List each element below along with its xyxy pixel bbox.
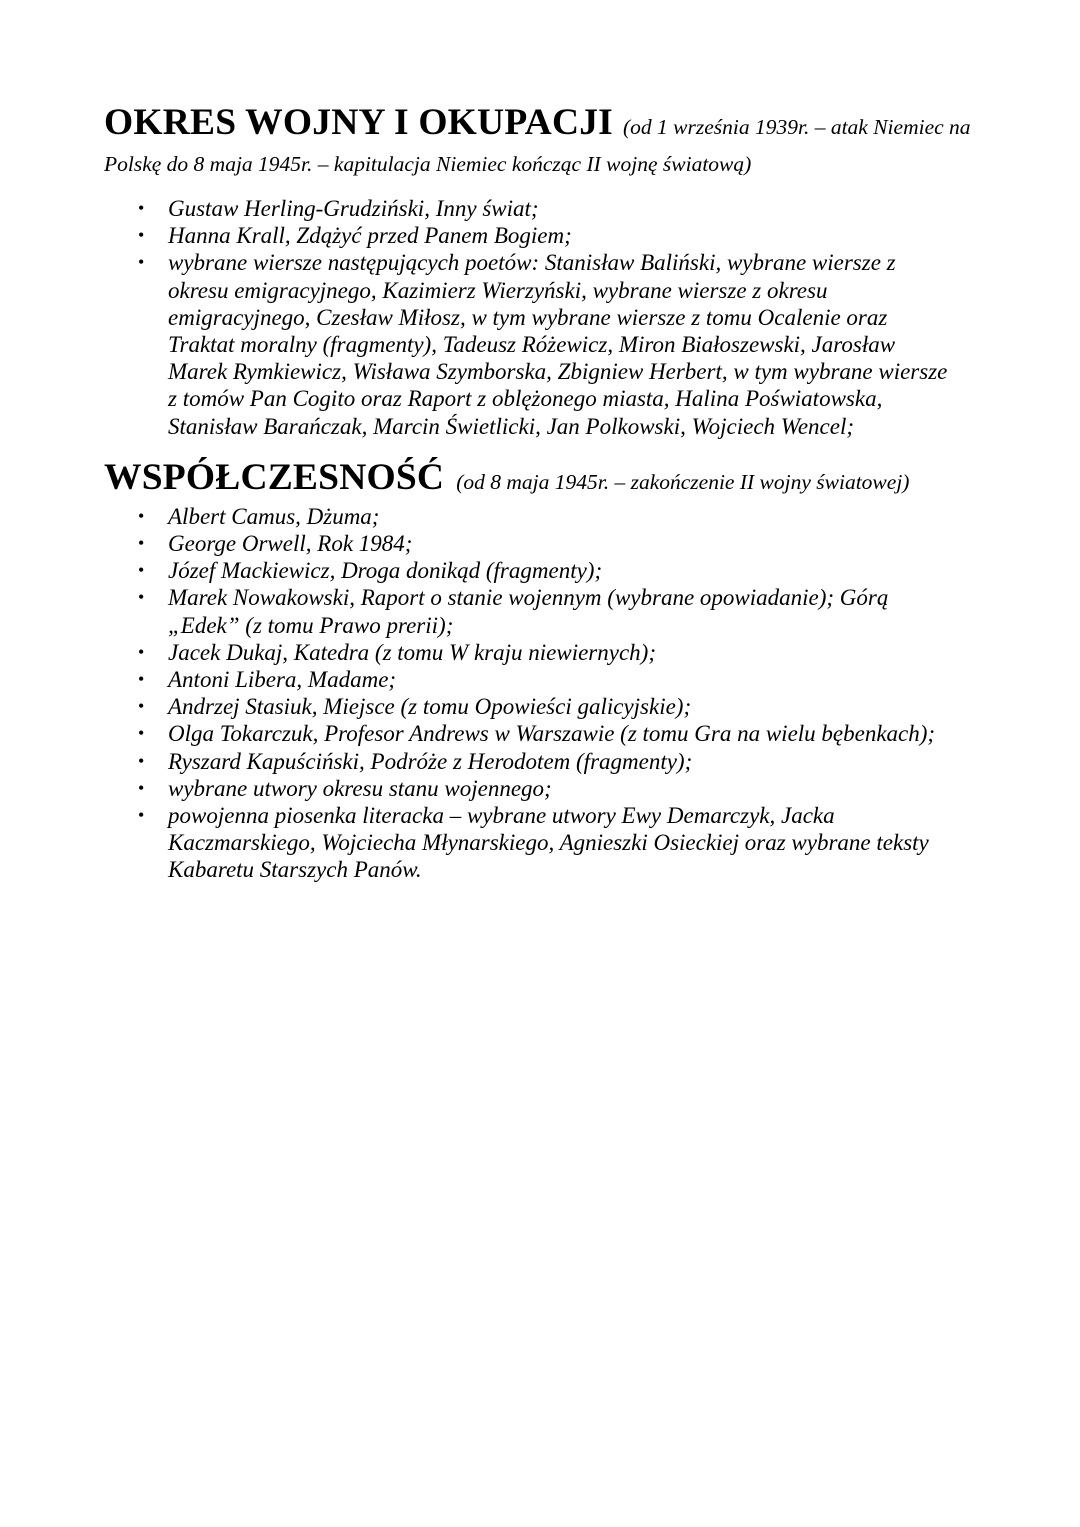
section-war-occupation xyxy=(104,104,984,440)
list-item xyxy=(104,530,984,557)
list-item xyxy=(104,693,984,720)
section-period-note: (od 8 maja 1945r. – zakończenie II wojny światowej) xyxy=(456,469,910,494)
list-item-text-line: Marek Rymkiewicz, Wisława Szymborska, Zbigniew Herbert, w tym wybrane wiersze xyxy=(168,359,948,385)
list-item-text-line: George Orwell, Rok 1984; xyxy=(168,531,413,557)
bullet-icon: • xyxy=(138,252,145,273)
section-title: WSPÓŁCZESNOŚĆ xyxy=(104,456,445,498)
list-item xyxy=(104,584,984,638)
bullet-icon: • xyxy=(138,533,145,554)
list-item xyxy=(104,557,984,584)
section-heading xyxy=(104,458,984,505)
bullet-icon: • xyxy=(138,669,145,690)
list-item-text-line: wybrane wiersze następujących poetów: Stanisław Baliński, wybrane wiersze z xyxy=(168,250,896,276)
section-period-note-continued: Polskę do 8 maja 1945r. – kapitulacja Niemiec kończąc II wojnę światową) xyxy=(104,152,752,176)
list-item-text-line: Kaczmarskiego, Wojciecha Młynarskiego, Agnieszki Osieckiej oraz wybrane teksty xyxy=(168,830,929,856)
list-item xyxy=(104,503,984,530)
list-item-text-line: okresu emigracyjnego, Kazimierz Wierzyński, wybrane wiersze z okresu xyxy=(168,277,828,303)
section-period-note: (od 1 września 1939r. – atak Niemiec na xyxy=(622,115,971,139)
list-item-text-line: emigracyjnego, Czesław Miłosz, w tym wybrane wiersze z tomu Ocalenie oraz xyxy=(168,304,888,330)
bullet-icon: • xyxy=(138,560,145,581)
list-item-text-line: Traktat moralny (fragmenty), Tadeusz Różewicz, Miron Białoszewski, Jarosław xyxy=(168,332,896,358)
list-item-text-line: Gustaw Herling-Grudziński, Inny świat; xyxy=(168,196,539,221)
list-item-text-line: Jacek Dukaj, Katedra (z tomu W kraju niewiernych); xyxy=(168,639,656,665)
list-item-text-line: Marek Nowakowski, Raport o stanie wojennym (wybrane opowiadanie); Górą xyxy=(168,585,889,611)
reading-list xyxy=(104,195,984,440)
list-item-text-line: z tomów Pan Cogito oraz Raport z oblężonego miasta, Halina Poświatowska, xyxy=(168,386,883,412)
section-heading xyxy=(104,104,984,149)
bullet-icon: • xyxy=(138,641,145,662)
list-item xyxy=(104,775,984,802)
bullet-icon: • xyxy=(138,198,145,218)
list-item-text-line: Józef Mackiewicz, Droga donikąd (fragmenty); xyxy=(168,558,603,584)
document-page xyxy=(104,104,984,884)
list-item-text-line: wybrane utwory okresu stanu wojennego; xyxy=(168,775,552,801)
bullet-icon: • xyxy=(138,505,145,526)
list-item xyxy=(104,720,984,747)
bullet-icon: • xyxy=(138,723,145,744)
section-contemporary xyxy=(104,458,984,884)
bullet-icon: • xyxy=(138,777,145,798)
list-item xyxy=(104,639,984,666)
list-item xyxy=(104,666,984,693)
list-item xyxy=(104,222,984,249)
list-item-text-line: „Edek” (z tomu Prawo prerii); xyxy=(168,612,454,638)
list-item-text-line: Ryszard Kapuściński, Podróże z Herodotem (fragmenty); xyxy=(168,748,693,774)
list-item xyxy=(104,748,984,775)
list-item xyxy=(104,802,984,884)
section-title: OKRES WOJNY I OKUPACJI xyxy=(104,102,613,143)
bullet-icon: • xyxy=(138,225,145,246)
bullet-icon: • xyxy=(138,587,145,608)
list-item xyxy=(104,249,984,439)
bullet-icon: • xyxy=(138,750,145,771)
list-item-text-line: Olga Tokarczuk, Profesor Andrews w Warszawie (z tomu Gra na wielu bębenkach); xyxy=(168,721,936,747)
bullet-icon: • xyxy=(138,805,145,826)
list-item-text-line: Antoni Libera, Madame; xyxy=(168,667,397,693)
list-item-text-line: Andrzej Stasiuk, Miejsce (z tomu Opowieści galicyjskie); xyxy=(168,694,692,720)
list-item xyxy=(104,195,984,222)
list-item-text-line: powojenna piosenka literacka – wybrane utwory Ewy Demarczyk, Jacka xyxy=(168,803,835,829)
list-item-text-line: Kabaretu Starszych Panów. xyxy=(168,857,422,883)
list-item-text-line: Albert Camus, Dżuma; xyxy=(168,503,380,529)
reading-list xyxy=(104,503,984,884)
list-item-text-line: Hanna Krall, Zdążyć przed Panem Bogiem; xyxy=(168,223,572,249)
list-item-text-line: Stanisław Barańczak, Marcin Świetlicki, Jan Polkowski, Wojciech Wencel; xyxy=(168,413,855,439)
bullet-icon: • xyxy=(138,696,145,717)
